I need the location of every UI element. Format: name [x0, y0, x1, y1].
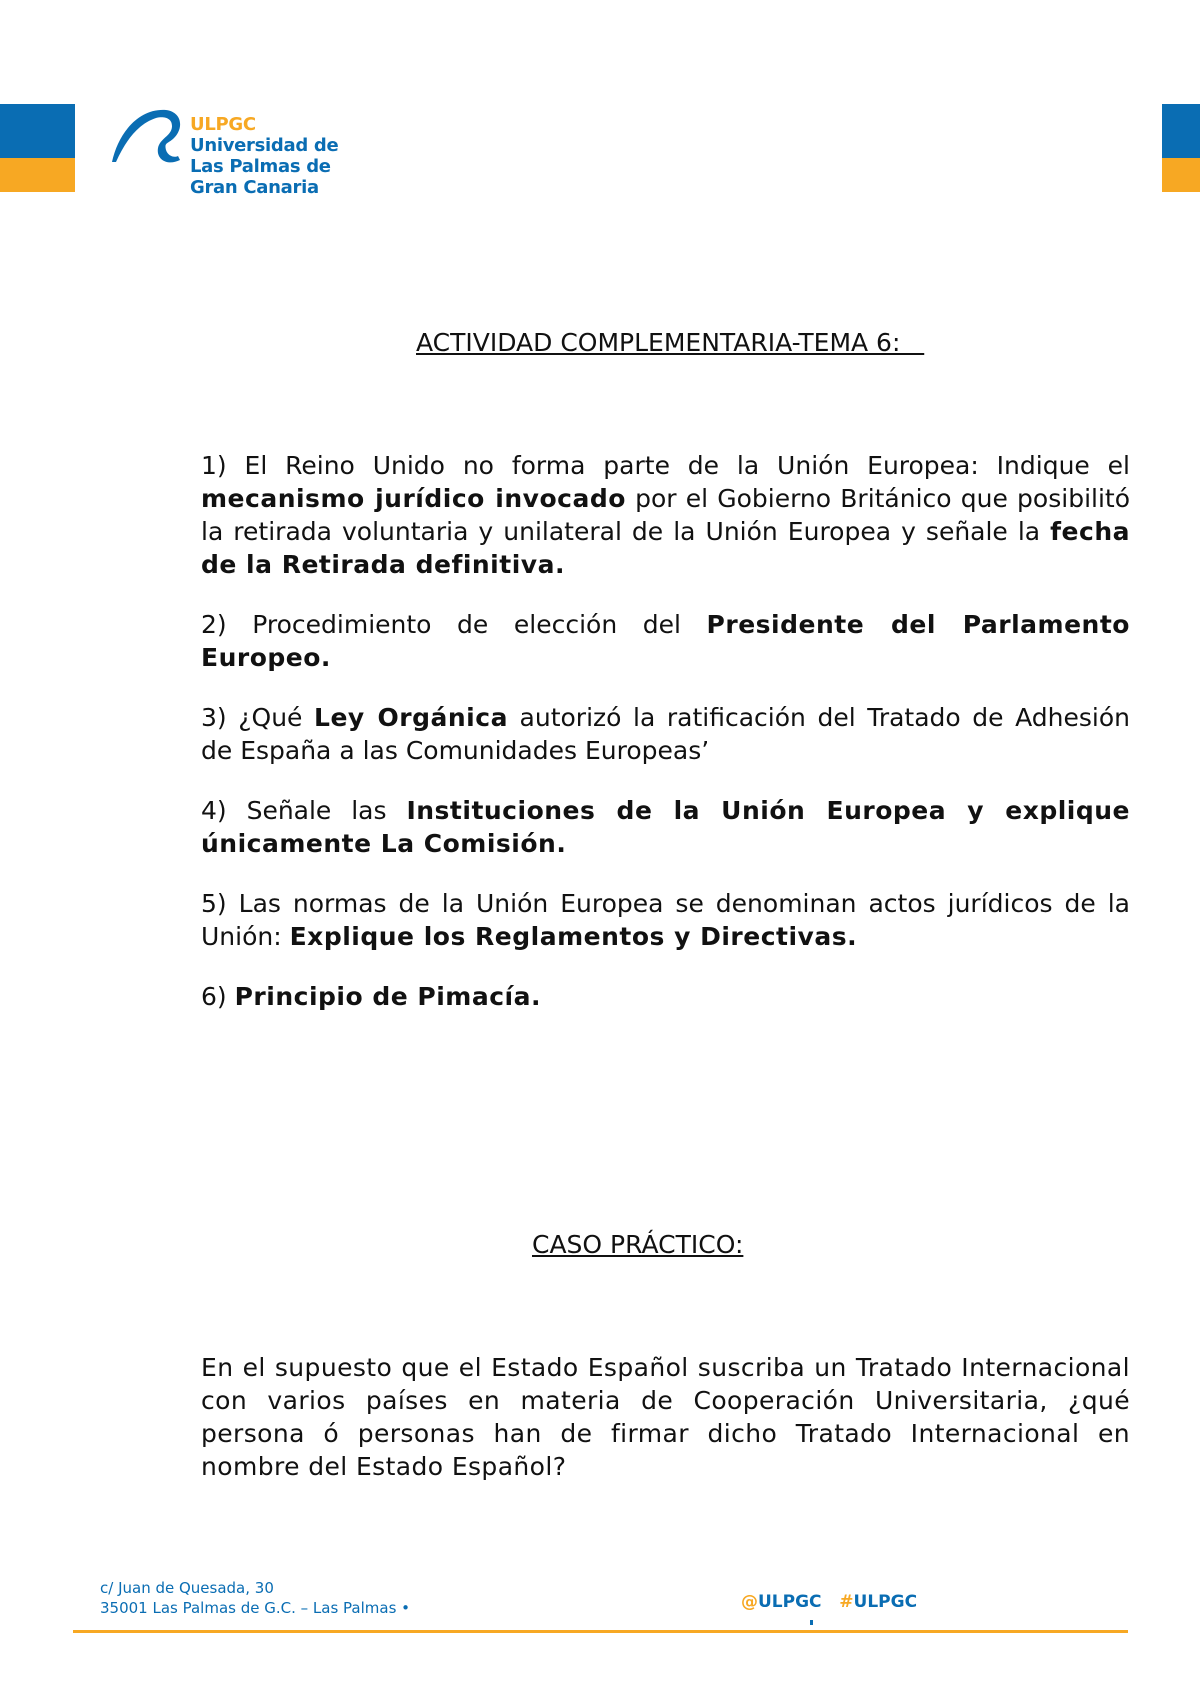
footer-social-hash-name: ULPGC	[853, 1592, 918, 1612]
question-text: 3) ¿Qué	[201, 703, 315, 732]
footer-dot	[810, 1620, 813, 1625]
question-text: 6)	[201, 982, 235, 1011]
question-bold-text: Presidente del Parlamento Europeo.	[201, 610, 1130, 672]
footer-address-line-1: c/ Juan de Quesada, 30	[100, 1579, 274, 1597]
logo-name-line-1: Universidad de	[190, 135, 339, 156]
question-item	[201, 701, 1130, 767]
footer-social	[741, 1592, 917, 1612]
footer-social-at: @	[741, 1592, 758, 1612]
question-text: 2) Procedimiento de elección del	[201, 610, 707, 639]
ulpgc-wave-logo-icon	[108, 104, 188, 164]
question-bold-text: Instituciones de la Unión Europea y explique únicamente La Comisión.	[201, 796, 1131, 858]
question-bold-text: mecanismo jurídico invocado	[201, 484, 626, 513]
left-brand-tab-blue	[0, 104, 75, 158]
question-item	[201, 887, 1130, 953]
question-text: por el Gobierno Británico que posibilitó la retirada voluntaria y unilateral de la Unión Europea y señale la	[201, 484, 1130, 546]
footer-address-line-2: 35001 Las Palmas de G.C. – Las Palmas •	[100, 1599, 411, 1617]
page-title: ACTIVIDAD COMPLEMENTARIA-TEMA 6:	[416, 328, 925, 357]
question-bold-text: Ley Orgánica	[314, 703, 508, 732]
case-text: En el supuesto que el Estado Español suscriba un Tratado Internacional con varios países en materia de Cooperación Universitaria, ¿qué persona ó personas han de firmar dicho Tratado Internacional en nombre del Estado Español?	[201, 1353, 1130, 1481]
question-item	[201, 794, 1130, 860]
question-text: 4) Señale las	[201, 796, 407, 825]
question-item	[201, 608, 1130, 674]
question-text: 1) El Reino Unido no forma parte de la Unión Europea: Indique el	[201, 451, 1130, 480]
question-text: 5) Las normas de la Unión Europea se denominan actos jurídicos de la Unión:	[201, 889, 1130, 951]
logo-acronym: ULPGC	[190, 114, 256, 135]
footer-address	[100, 1578, 410, 1618]
right-brand-tab-blue	[1162, 104, 1200, 158]
right-brand-tab-orange	[1162, 158, 1200, 192]
logo-text	[190, 114, 338, 198]
question-bold-text: Explique los Reglamentos y Directivas.	[289, 922, 858, 951]
logo-name-line-2: Las Palmas de	[190, 156, 331, 177]
footer-divider	[73, 1630, 1128, 1633]
case-title: CASO PRÁCTICO:	[532, 1230, 744, 1259]
left-brand-tab-orange	[0, 158, 75, 192]
logo-name-line-3: Gran Canaria	[190, 177, 319, 198]
footer-social-hash: #	[839, 1592, 854, 1612]
ulpgc-logo	[108, 104, 368, 200]
question-bold-text: fecha de la Retirada definitiva.	[201, 517, 1130, 579]
right-brand-tab	[1162, 104, 1200, 192]
question-item	[201, 449, 1130, 581]
questions-list	[201, 449, 1130, 1040]
left-brand-tab	[0, 104, 75, 192]
footer-social-at-name: ULPGC	[758, 1592, 822, 1612]
question-text: autorizó la ratificación del Tratado de Adhesión de España a las Comunidades Europeas’	[201, 703, 1130, 765]
question-item	[201, 980, 1130, 1013]
question-bold-text: Principio de Pimacía.	[234, 982, 541, 1011]
